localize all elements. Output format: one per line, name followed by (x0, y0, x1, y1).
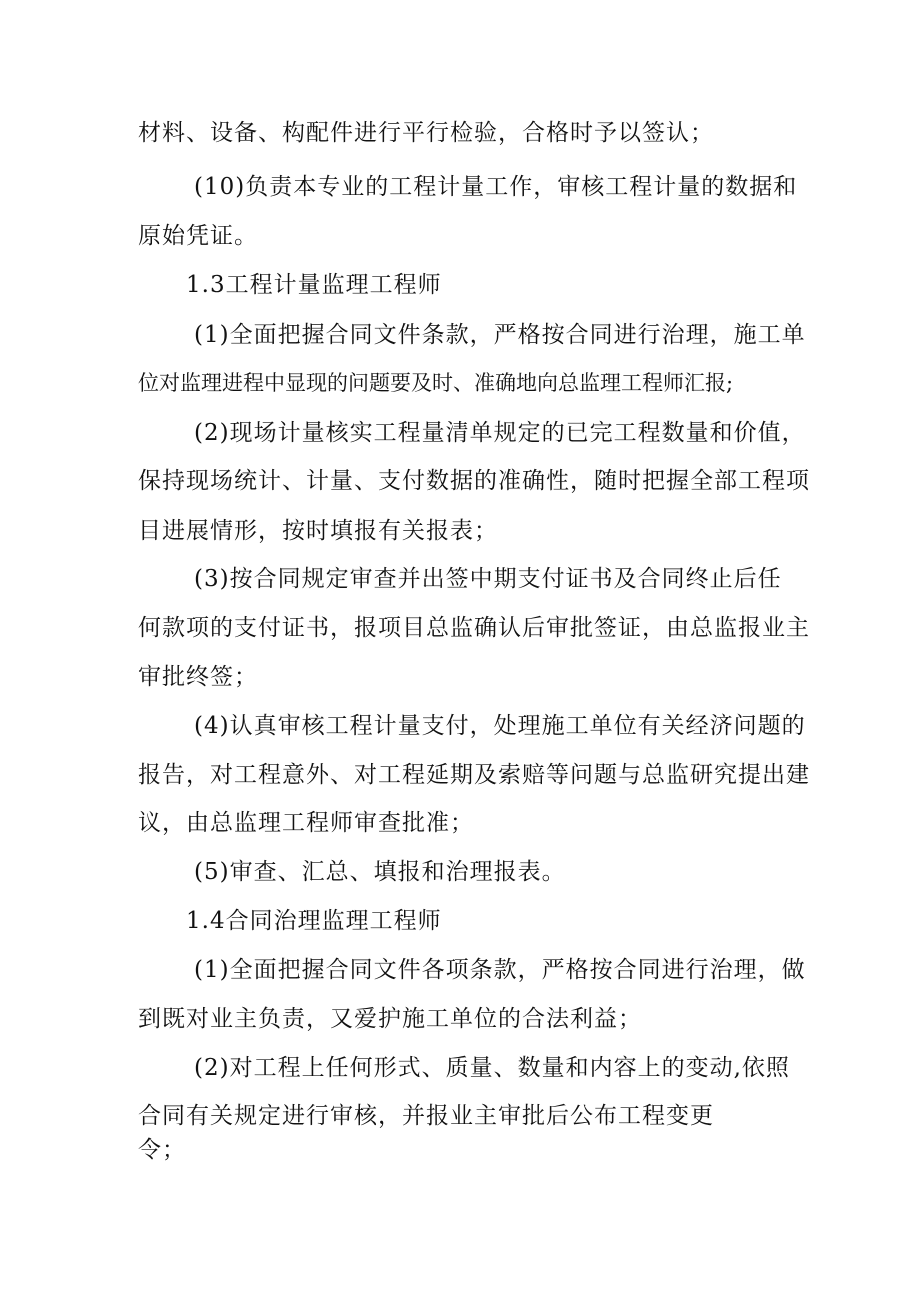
text-line: 议，由总监理工程师审查批准； (138, 810, 474, 836)
text-line: 原始凭证。 (138, 223, 258, 249)
text-line: 令； (138, 1137, 186, 1163)
text-line: 报告，对工程意外、对工程延期及索赔等问题与总监研究提出建 (138, 762, 810, 788)
text-line: (5)审查、汇总、填报和治理报表。 (194, 859, 566, 885)
text-line: (2)现场计量核实工程量清单规定的已完工程数量和价值， (194, 420, 806, 446)
section-heading: 1.3工程计量监理工程师 (186, 272, 442, 298)
text-line: 合同有关规定进行审核，并报业主审批后公布工程变更 (138, 1103, 714, 1129)
text-line: 材料、设备、构配件进行平行检验，合格时予以签认； (138, 120, 714, 146)
text-line: 保持现场统计、计量、支付数据的准确性，随时把握全部工程项 (138, 468, 810, 494)
text-line: (1)全面把握合同文件各项条款，严格按合同进行治理，做 (194, 957, 806, 983)
text-line: (4)认真审核工程计量支付，处理施工单位有关经济问题的 (194, 713, 806, 739)
text-line: (2)对工程上任何形式、质量、数量和内容上的变动,依照 (194, 1055, 790, 1081)
section-heading: 1.4合同治理监理工程师 (186, 908, 442, 934)
text-line: (3)按合同规定审查并出签中期支付证书及合同终止后任 (194, 566, 782, 592)
text-line: 审批终签； (138, 664, 258, 690)
text-line: 何款项的支付证书，报项目总监确认后审批签证，由总监报业主 (138, 615, 810, 641)
text-line: (1)全面把握合同文件条款，严格按合同进行治理，施工单 (194, 322, 806, 348)
text-line: 位对监理进程中显现的问题要及时、准确地向总监理工程师汇报; (138, 371, 734, 395)
text-line: (10)负责本专业的工程计量工作，审核工程计量的数据和 (194, 174, 798, 200)
text-line: 目进展情形，按时填报有关报表； (138, 518, 498, 544)
text-line: 到既对业主负责，又爱护施工单位的合法利益； (138, 1006, 642, 1032)
